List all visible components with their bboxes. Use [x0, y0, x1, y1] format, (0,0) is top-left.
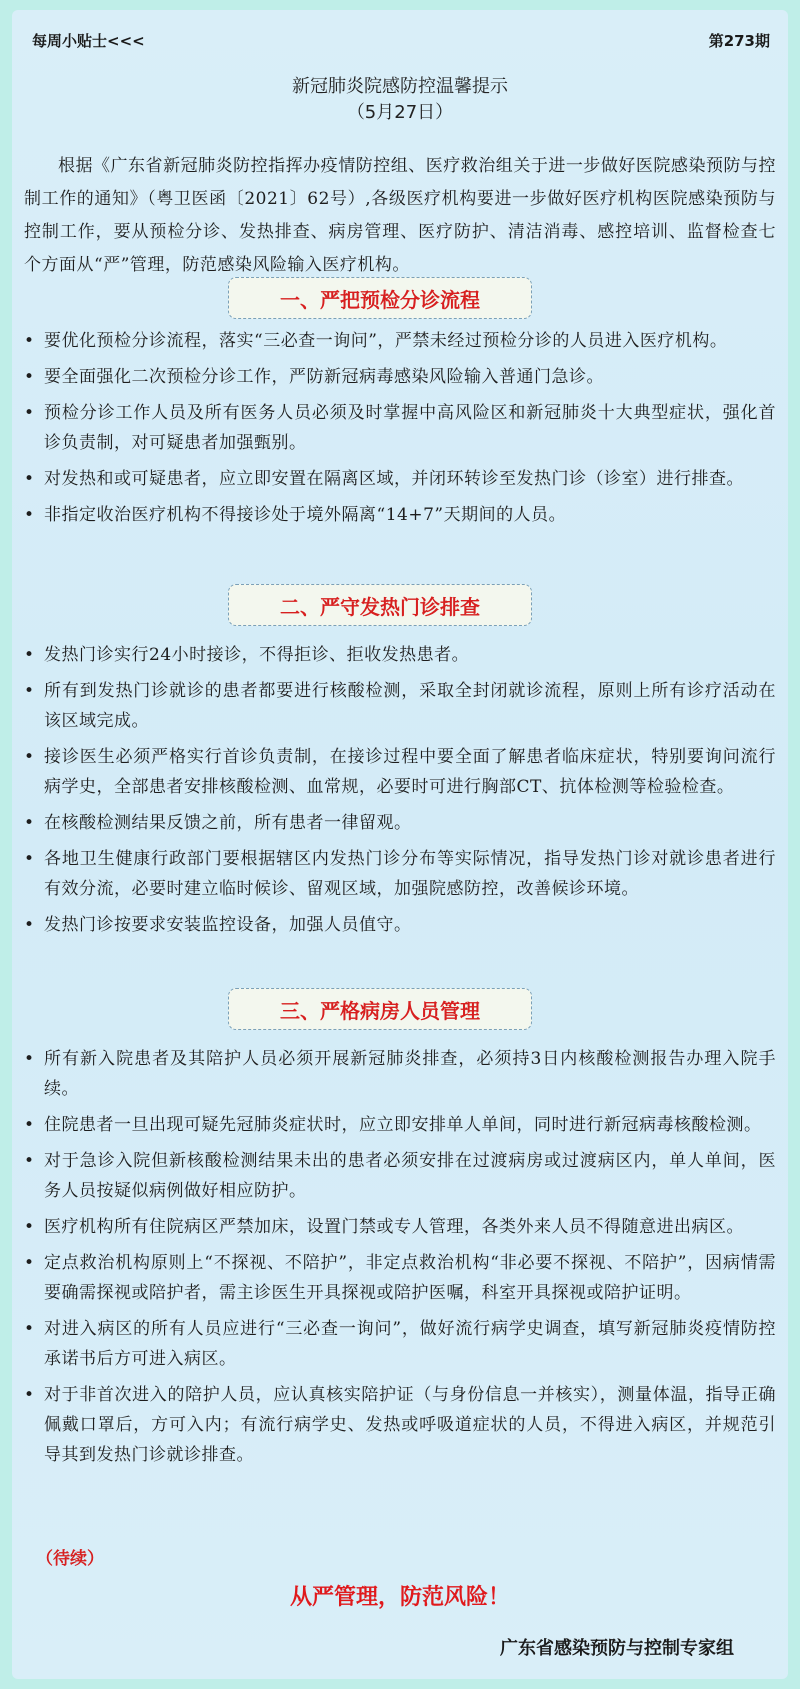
bullet-icon: •: [24, 469, 35, 489]
list-item: • 要全面强化二次预检分诊工作，严防新冠病毒感染风险输入普通门急诊。: [24, 362, 776, 392]
list-item: • 所有新入院患者及其陪护人员必须开展新冠肺炎排查，必须持3日内核酸检测报告办理入院手续。: [24, 1044, 776, 1104]
page-title: 新冠肺炎院感防控温馨提示: [292, 76, 508, 97]
list-item: • 住院患者一旦出现可疑先冠肺炎症状时，应立即安排单人单间，同时进行新冠病毒核酸检测。: [24, 1110, 776, 1140]
list-item: • 接诊医生必须严格实行首诊负责制，在接诊过程中要全面了解患者临床症状，特别要询问流行病学史，全部患者安排核酸检测、血常规，必要时可进行胸部CT、抗体检测等检验检查。: [24, 742, 776, 802]
bullet-icon: •: [24, 1217, 35, 1237]
list-item: • 对发热和或可疑患者，应立即安置在隔离区域，并闭环转诊至发热门诊（诊室）进行排查。: [24, 464, 776, 494]
bullet-icon: •: [24, 403, 35, 423]
list-item: • 医疗机构所有住院病区严禁加床，设置门禁或专人管理，各类外来人员不得随意进出病区。: [24, 1212, 776, 1242]
bullet-icon: •: [24, 747, 35, 767]
bullet-icon: •: [24, 915, 35, 935]
list-item: • 在核酸检测结果反馈之前，所有患者一律留观。: [24, 808, 776, 838]
page-date: （5月27日）: [346, 102, 454, 123]
section-2-title: 二、严守发热门诊排查: [228, 584, 532, 626]
signature: 广东省感染预防与控制专家组: [500, 1638, 734, 1659]
list-item: • 对进入病区的所有人员应进行“三必查一询问”，做好流行病学史调查，填写新冠肺炎疫情防控承诺书后方可进入病区。: [24, 1314, 776, 1374]
list-item: • 定点救治机构原则上“不探视、不陪护”，非定点救治机构“非必要不探视、不陪护”，因病情需要确需探视或陪护者，需主诊医生开具探视或陪护医嘱，科室开具探视或陪护证明。: [24, 1248, 776, 1308]
bullet-icon: •: [24, 367, 35, 387]
section-2-list: [24, 640, 776, 946]
list-item: • 预检分诊工作人员及所有医务人员必须及时掌握中高风险区和新冠肺炎十大典型症状，强化首诊负责制，对可疑患者加强甄别。: [24, 398, 776, 458]
section-3-title: 三、严格病房人员管理: [228, 988, 532, 1030]
bullet-icon: •: [24, 331, 35, 351]
bullet-icon: •: [24, 1385, 35, 1405]
list-item: • 所有到发热门诊就诊的患者都要进行核酸检测，采取全封闭就诊流程，原则上所有诊疗活动在该区域完成。: [24, 676, 776, 736]
section-1-title: 一、严把预检分诊流程: [228, 277, 532, 319]
bullet-icon: •: [24, 645, 35, 665]
bullet-icon: •: [24, 681, 35, 701]
column-tag: 每周小贴士<<<: [32, 32, 145, 50]
bullet-icon: •: [24, 505, 35, 525]
slogan: 从严管理，防范风险！: [289, 1585, 510, 1610]
list-item: • 发热门诊按要求安装监控设备，加强人员值守。: [24, 910, 776, 940]
list-item: • 非指定收治医疗机构不得接诊处于境外隔离“14+7”天期间的人员。: [24, 500, 776, 530]
section-1-list: [24, 326, 776, 536]
list-item: • 要优化预检分诊流程，落实“三必查一询问”，严禁未经过预检分诊的人员进入医疗机构。: [24, 326, 776, 356]
bullet-icon: •: [24, 1151, 35, 1171]
bullet-icon: •: [24, 1049, 35, 1069]
intro-paragraph: 根据《广东省新冠肺炎防控指挥办疫情防控组、医疗救治组关于进一步做好医院感染预防与控制工作的通知》（粤卫医函〔2021〕62号）,各级医疗机构要进一步做好医疗机构医院感染预防与控制工作，要从预检分诊、发热排查、病房管理、医疗防护、清洁消毒、感控培训、监督检查七个方面从“严”管理，防范感染风险输入医疗机构。: [24, 156, 776, 275]
issue-number: 第273期: [708, 32, 770, 50]
bullet-icon: •: [24, 849, 35, 869]
bullet-icon: •: [24, 1253, 35, 1273]
list-item: • 发热门诊实行24小时接诊，不得拒诊、拒收发热患者。: [24, 640, 776, 670]
to-be-continued: （待续）: [36, 1549, 104, 1569]
section-3-list: [24, 1044, 776, 1476]
list-item: • 对于非首次进入的陪护人员，应认真核实陪护证（与身份信息一并核实），测量体温，指导正确佩戴口罩后，方可入内；有流行病学史、发热或呼吸道症状的人员，不得进入病区，并规范引导其到发热门诊就诊排查。: [24, 1380, 776, 1470]
bullet-icon: •: [24, 1319, 35, 1339]
list-item: • 各地卫生健康行政部门要根据辖区内发热门诊分布等实际情况，指导发热门诊对就诊患者进行有效分流，必要时建立临时候诊、留观区域，加强院感防控，改善候诊环境。: [24, 844, 776, 904]
bullet-icon: •: [24, 1115, 35, 1135]
bullet-icon: •: [24, 813, 35, 833]
list-item: • 对于急诊入院但新核酸检测结果未出的患者必须安排在过渡病房或过渡病区内，单人单间，医务人员按疑似病例做好相应防护。: [24, 1146, 776, 1206]
